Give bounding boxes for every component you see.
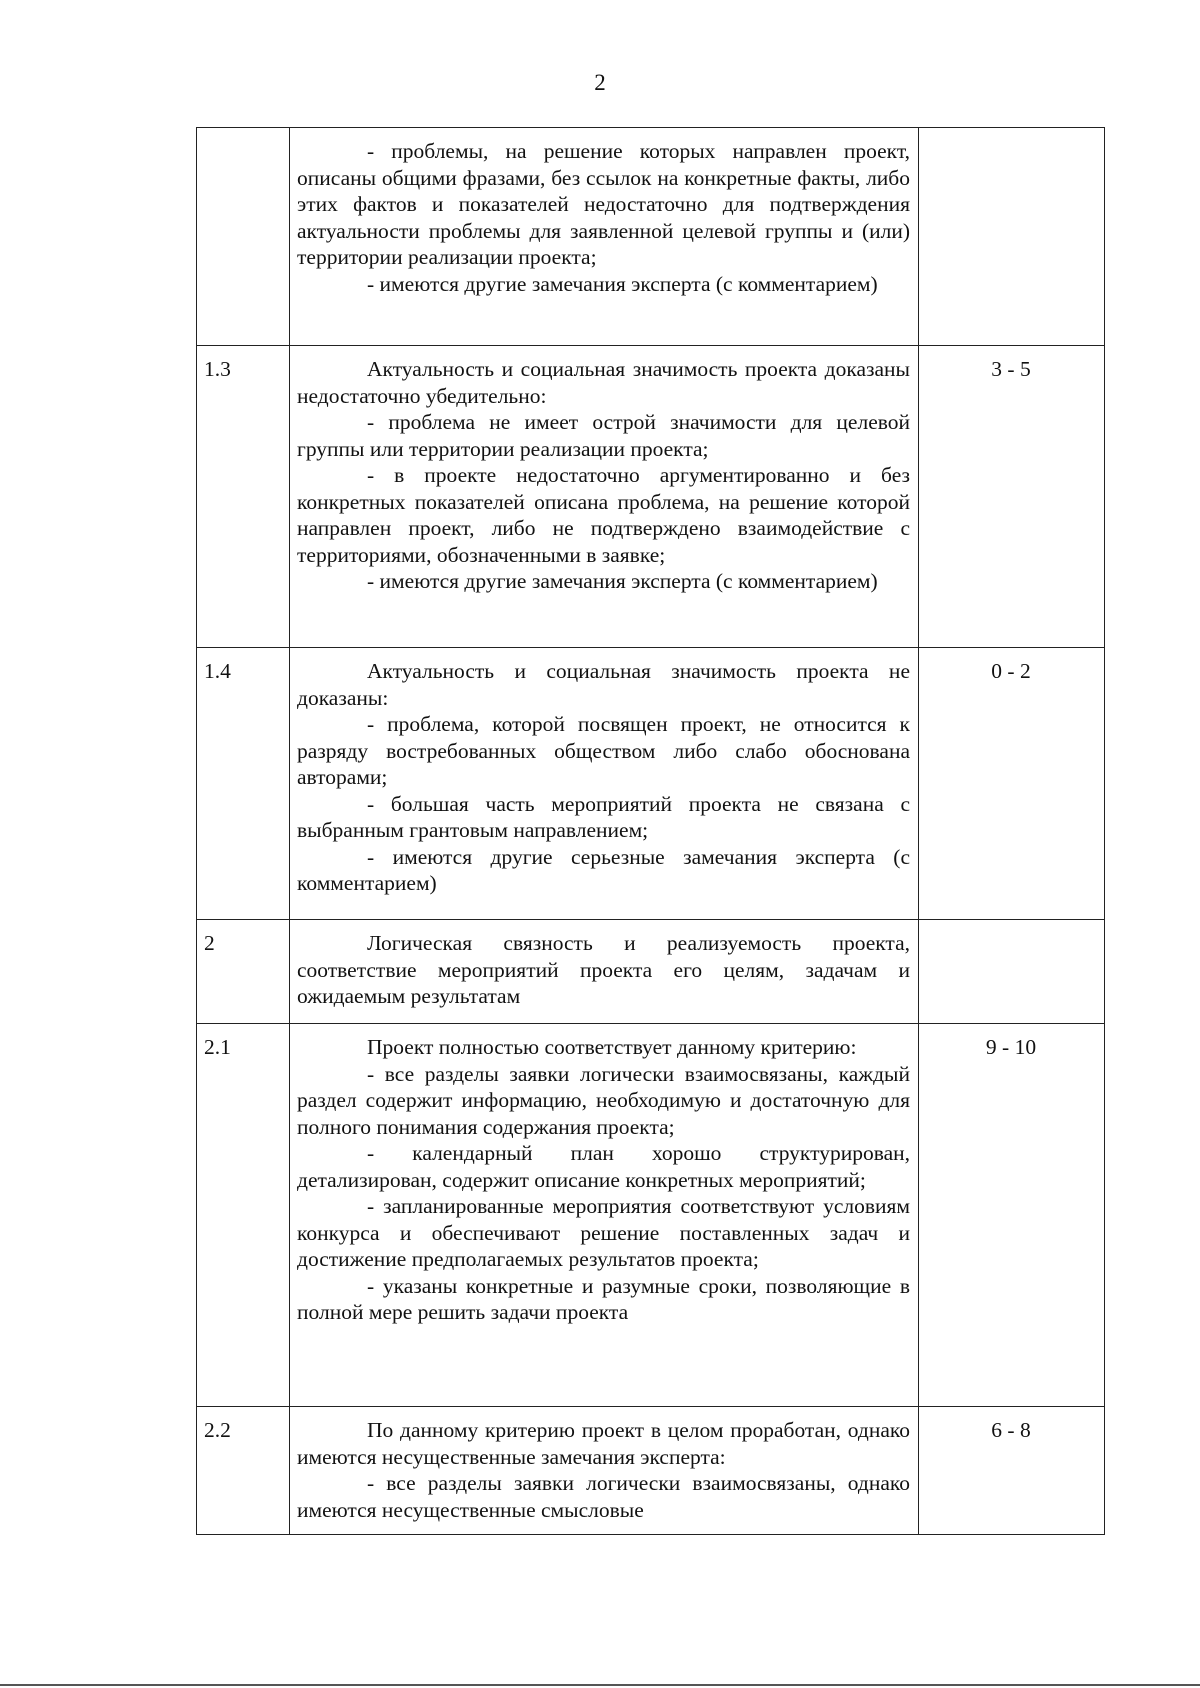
- table-row: [197, 920, 1105, 1024]
- criterion-description: [290, 128, 919, 346]
- criterion-paragraph: - проблема, которой посвящен проект, не относится к разряду востребованных обществом либо слабо обоснована авторами;: [297, 712, 910, 789]
- criterion-paragraph: Проект полностью соответствует данному критерию:: [367, 1035, 857, 1059]
- criterion-paragraph: - в проекте недостаточно аргументированно и без конкретных показателей описана проблема, на решение которой направлен проект, либо не подтверждено взаимодействие с территориями, обозначенными в заявке;: [297, 463, 910, 567]
- criterion-paragraph: По данному критерию проект в целом проработан, однако имеются несущественные замечания эксперта:: [297, 1418, 910, 1469]
- criterion-paragraph: - все разделы заявки логически взаимосвязаны, однако имеются несущественные смысловые: [297, 1471, 910, 1522]
- page-number: 2: [594, 70, 606, 95]
- criterion-number: 2: [197, 920, 290, 1024]
- criterion-score: 3 - 5: [919, 346, 1105, 648]
- criterion-paragraph: - проблемы, на решение которых направлен проект, описаны общими фразами, без ссылок на конкретные факты, либо этих фактов и показателей недостаточно для подтверждения актуальности проблемы для заявленной целевой группы и (или) территории реализации проекта;: [297, 139, 910, 269]
- criterion-paragraph: - имеются другие замечания эксперта (с комментарием): [367, 569, 878, 593]
- table-row: [197, 128, 1105, 346]
- criterion-paragraph: - запланированные мероприятия соответствуют условиям конкурса и обеспечивают решение поставленных задач и достижение предполагаемых результатов проекта;: [297, 1194, 910, 1271]
- table-row: [197, 346, 1105, 648]
- criterion-score: [919, 128, 1105, 346]
- criterion-paragraph: Актуальность и социальная значимость проекта не доказаны:: [297, 659, 910, 710]
- criterion-description: [290, 1024, 919, 1407]
- criterion-paragraph: - проблема не имеет острой значимости для целевой группы или территории реализации проекта;: [297, 410, 910, 461]
- criterion-number: 1.4: [197, 648, 290, 920]
- criterion-score: 6 - 8: [919, 1407, 1105, 1535]
- criterion-score: 0 - 2: [919, 648, 1105, 920]
- criterion-score: 9 - 10: [919, 1024, 1105, 1407]
- criterion-number: 1.3: [197, 346, 290, 648]
- criterion-description: [290, 648, 919, 920]
- criterion-description: [290, 1407, 919, 1535]
- criterion-description: [290, 920, 919, 1024]
- criterion-paragraph: - все разделы заявки логически взаимосвязаны, каждый раздел содержит информацию, необходимую и достаточную для полного понимания содержания проекта;: [297, 1061, 910, 1139]
- table-row: [197, 1024, 1105, 1407]
- criterion-number: [197, 128, 290, 346]
- criterion-paragraph: - имеются другие серьезные замечания эксперта (с комментарием): [297, 844, 910, 895]
- table-row: [197, 648, 1105, 920]
- criterion-paragraph: - большая часть мероприятий проекта не связана с выбранным грантовым направлением;: [297, 791, 910, 842]
- criterion-paragraph: - указаны конкретные и разумные сроки, позволяющие в полной мере решить задачи проекта: [297, 1273, 910, 1324]
- evaluation-criteria-table: [196, 127, 1105, 1535]
- scan-edge-line: [0, 1684, 1200, 1686]
- criterion-score: [919, 920, 1105, 1024]
- criterion-paragraph: - имеются другие замечания эксперта (с комментарием): [367, 271, 878, 296]
- criterion-number: 2.1: [197, 1024, 290, 1407]
- table-row: [197, 1407, 1105, 1535]
- criterion-paragraph: - календарный план хорошо структурирован, детализирован, содержит описание конкретных мероприятий;: [297, 1141, 910, 1192]
- criterion-number: 2.2: [197, 1407, 290, 1535]
- criterion-paragraph: Логическая связность и реализуемость проекта, соответствие мероприятий проекта его целям, задачам и ожидаемым результатам: [297, 931, 910, 1008]
- criterion-description: [290, 346, 919, 648]
- criterion-paragraph: Актуальность и социальная значимость проекта доказаны недостаточно убедительно:: [297, 357, 910, 408]
